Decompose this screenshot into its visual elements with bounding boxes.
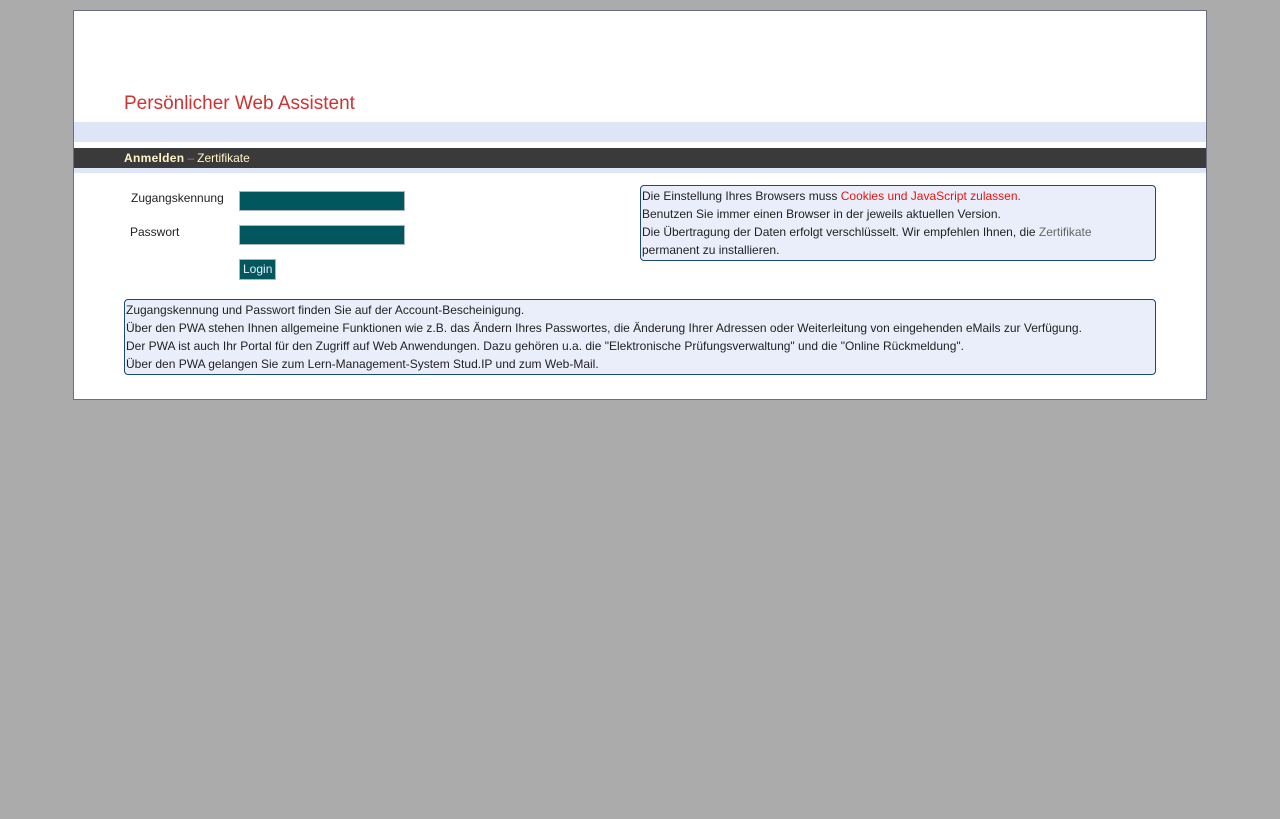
login-button[interactable]: Login xyxy=(239,259,276,280)
notes-box xyxy=(124,299,1156,375)
password-input[interactable] xyxy=(239,225,405,245)
notes-line: Über den PWA stehen Ihnen allgemeine Funktionen wie z.B. das Ändern Ihres Passwortes, die Änderung Ihrer Adressen oder Weiterleitung von eingehenden eMails zur Verfügung. xyxy=(126,321,1082,335)
info-line-3 xyxy=(642,223,1154,241)
username-label: Zugangskennung xyxy=(131,191,224,205)
info-line-2: Benutzen Sie immer einen Browser in der jeweils aktuellen Version. xyxy=(642,207,1001,221)
certificates-link[interactable]: Zertifikate xyxy=(1038,225,1092,239)
cookies-notice: Cookies und JavaScript zulassen. xyxy=(840,189,1021,203)
nav-separator: – xyxy=(187,151,195,165)
browser-info-box xyxy=(640,185,1156,261)
info-line-1-text: Die Einstellung Ihres Browsers muss xyxy=(642,189,841,203)
nav-item-zertifikate[interactable]: Zertifikate xyxy=(197,151,250,165)
page-title: Persönlicher Web Assistent xyxy=(124,93,355,114)
main-frame xyxy=(73,10,1207,400)
nav-item-anmelden[interactable]: Anmelden xyxy=(124,151,185,165)
info-line-1 xyxy=(642,187,1154,205)
notes-line: Der PWA ist auch Ihr Portal für den Zugriff auf Web Anwendungen. Dazu gehören u.a. die "Elektronische Prüfungsverwaltung" und die "Online Rückmeldung". xyxy=(126,339,964,353)
header-band xyxy=(74,122,1206,142)
notes-line: Zugangskennung und Passwort finden Sie auf der Account-Bescheinigung. xyxy=(126,303,525,317)
nav-underline xyxy=(74,168,1206,173)
notes-line: Über den PWA gelangen Sie zum Lern-Management-System Stud.IP und zum Web-Mail. xyxy=(126,357,599,371)
username-input[interactable] xyxy=(239,191,405,211)
password-label: Passwort xyxy=(130,225,180,239)
info-line-3-text: Die Übertragung der Daten erfolgt verschlüsselt. Wir empfehlen Ihnen, die xyxy=(642,225,1039,239)
nav-bar xyxy=(74,148,1206,168)
info-line-4: permanent zu installieren. xyxy=(642,243,780,257)
